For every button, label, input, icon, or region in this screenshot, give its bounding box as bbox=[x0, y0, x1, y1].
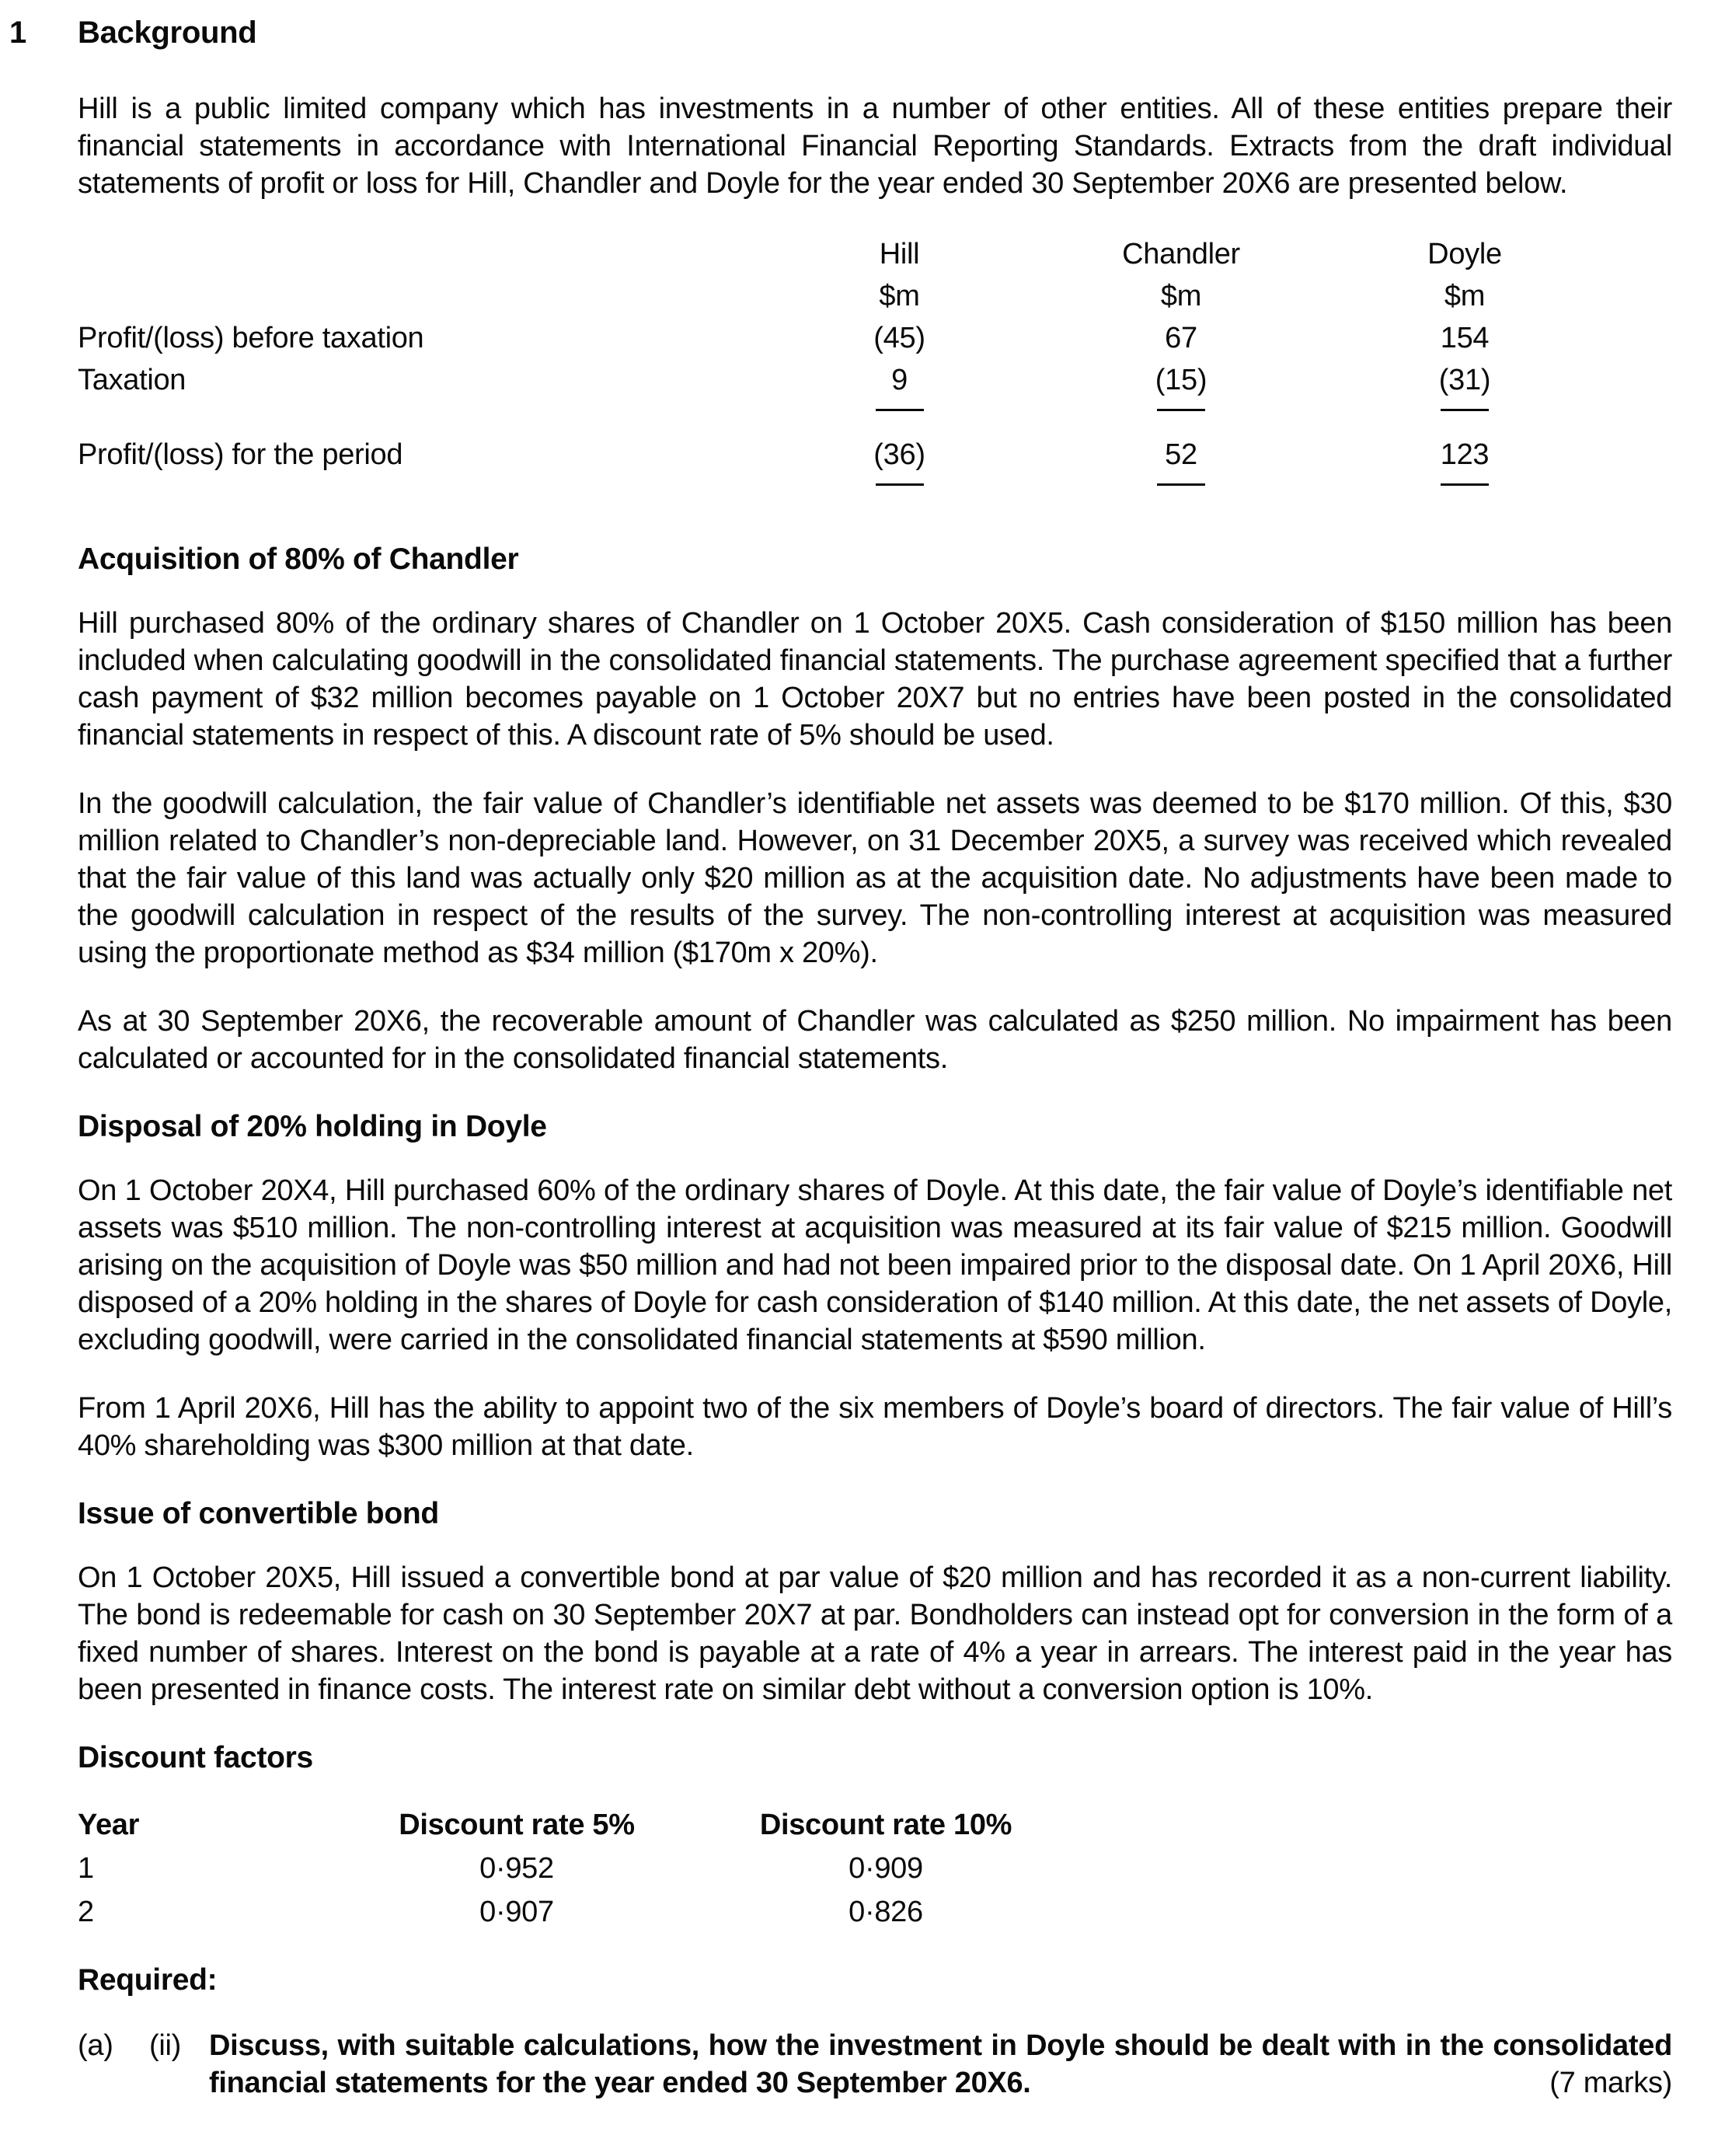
df-row-year-2 bbox=[78, 1890, 1672, 1934]
pl-col-gap bbox=[983, 476, 1026, 508]
question-header bbox=[9, 14, 1672, 51]
pl-value-hill: (36) bbox=[873, 438, 925, 471]
section-heading: Disposal of 20% holding in Doyle bbox=[78, 1110, 547, 1143]
pl-value-doyle: 123 bbox=[1440, 438, 1490, 471]
pl-rule-cell bbox=[816, 401, 983, 434]
df-rate10-value: 0·909 bbox=[849, 1852, 923, 1885]
section-heading: Acquisition of 80% of Chandler bbox=[78, 542, 519, 576]
pl-col-gap bbox=[983, 359, 1026, 401]
pl-unit-chandler: $m bbox=[1160, 280, 1202, 312]
df-col-header-year: Year bbox=[78, 1809, 140, 1841]
total-rule bbox=[876, 409, 924, 411]
pl-unit-doyle: $m bbox=[1444, 280, 1486, 312]
intro-paragraph: Hill is a public limited company which has investments in a number of other entities. All of these entities prepare their financial statements in accordance with International Financial Reporting Standards. Extracts from the draft individual statements of profit or loss for Hill, Chandler and Doyle for the year ended 30 September 20X6 are presented below. bbox=[78, 92, 1672, 200]
section-heading: Issue of convertible bond bbox=[78, 1497, 439, 1530]
total-rule bbox=[1441, 483, 1489, 486]
pl-value-chandler: (15) bbox=[1155, 364, 1207, 396]
required-heading: Required: bbox=[78, 1963, 218, 1997]
total-rule bbox=[876, 483, 924, 486]
pl-rule-spacer bbox=[78, 401, 816, 434]
df-row-year-1 bbox=[78, 1847, 1672, 1890]
requirement-subpart-label: (ii) bbox=[149, 2029, 181, 2062]
pl-row-label: Profit/(loss) before taxation bbox=[78, 322, 424, 354]
pl-row-profit-for-period bbox=[78, 434, 1672, 476]
pl-unit-row bbox=[78, 275, 1672, 317]
requirement-text-block bbox=[209, 2027, 1672, 2102]
pl-rule-cell bbox=[1336, 401, 1593, 434]
df-rate10-value: 0·826 bbox=[849, 1896, 923, 1928]
pl-unit-hill: $m bbox=[879, 280, 920, 312]
pl-value-chandler: 52 bbox=[1165, 438, 1197, 471]
section-discount-factors bbox=[78, 1739, 1672, 1934]
pl-value-doyle: (31) bbox=[1438, 364, 1491, 396]
pl-value-hill: 9 bbox=[891, 364, 908, 396]
df-rate5-value: 0·952 bbox=[479, 1852, 554, 1885]
discount-factors-heading: Discount factors bbox=[78, 1741, 313, 1774]
pl-rule-cell bbox=[816, 476, 983, 508]
df-col-header-rate5: Discount rate 5% bbox=[399, 1809, 635, 1841]
df-rate5-value: 0·907 bbox=[479, 1896, 554, 1928]
pl-row-taxation bbox=[78, 359, 1672, 401]
section-acquisition-of-chandler bbox=[78, 541, 1672, 1077]
paragraph: On 1 October 20X5, Hill issued a convertible bond at par value of $20 million and has recorded it as a non-current liability. The bond is redeemable for cash on 30 September 20X7 at par. Bondholders can instead opt for conversion in the form of a fixed number of shares. Interest on the bond is payable at a rate of 4% a year in arrears. The interest paid in the year has been presented in finance costs. The interest rate on similar debt without a conversion option is 10%. bbox=[78, 1561, 1672, 1706]
pl-col-header-doyle: Doyle bbox=[1427, 238, 1502, 270]
requirement-marks: (7 marks) bbox=[1549, 2067, 1672, 2099]
pl-col-header-hill: Hill bbox=[879, 238, 920, 270]
question-number: 1 bbox=[9, 16, 26, 50]
pl-total-rule-row bbox=[78, 476, 1672, 508]
paragraph: From 1 April 20X6, Hill has the ability to appoint two of the six members of Doyle’s board of directors. The fair value of Hill’s 40% shareholding was $300 million at that date. bbox=[78, 1392, 1672, 1462]
pl-unit-spacer bbox=[78, 275, 816, 317]
paragraph: In the goodwill calculation, the fair value of Chandler’s identifiable net assets was deemed to be $170 million. Of this, $30 million related to Chandler’s non-depreciable land. However, on 31 December 20X5, a survey was received which revealed that the fair value of this land was actually only $20 million as at the acquisition date. No adjustments have been made to the goodwill calculation in respect of the results of the survey. The non-controlling interest at acquisition was measured using the proportionate method as $34 million ($170m x 20%). bbox=[78, 787, 1672, 969]
pl-rule-spacer bbox=[78, 476, 816, 508]
pl-header-spacer bbox=[78, 233, 816, 275]
paragraph: On 1 October 20X4, Hill purchased 60% of the ordinary shares of Doyle. At this date, the fair value of Doyle’s identifiable net assets was $510 million. The non-controlling interest at acquisition was measured at its fair value of $215 million. Goodwill arising on the acquisition of Doyle was $50 million and had not been impaired prior to the disposal date. On 1 April 20X6, Hill disposed of a 20% holding in the shares of Doyle for cash consideration of $140 million. At this date, the net assets of Doyle, excluding goodwill, were carried in the consolidated financial statements at $590 million. bbox=[78, 1174, 1672, 1356]
total-rule bbox=[1157, 483, 1205, 486]
pl-rule-cell bbox=[1026, 401, 1336, 434]
df-col-gap bbox=[692, 1890, 730, 1934]
requirement-part-label: (a) bbox=[78, 2029, 113, 2062]
pl-header-row bbox=[78, 233, 1672, 275]
pl-col-gap bbox=[983, 317, 1026, 359]
total-rule bbox=[1157, 409, 1205, 411]
pl-rule-cell bbox=[1336, 476, 1593, 508]
df-header-row bbox=[78, 1803, 1672, 1847]
paragraph: As at 30 September 20X6, the recoverable amount of Chandler was calculated as $250 million. No impairment has been calculated or accounted for in the consolidated financial statements. bbox=[78, 1005, 1672, 1075]
profit-loss-table bbox=[78, 233, 1672, 508]
pl-value-chandler: 67 bbox=[1165, 322, 1197, 354]
df-col-gap bbox=[272, 1803, 342, 1847]
pl-subtotal-rule-row bbox=[78, 401, 1672, 434]
df-col-gap bbox=[272, 1847, 342, 1890]
pl-col-gap bbox=[983, 275, 1026, 317]
paragraph: Hill purchased 80% of the ordinary shares of Chandler on 1 October 20X5. Cash consideration of $150 million has been included when calculating goodwill in the consolidated financial statements. The purchase agreement specified that a further cash payment of $32 million becomes payable on 1 October 20X7 but no entries have been posted in the consolidated financial statements in respect of this. A discount rate of 5% should be used. bbox=[78, 607, 1672, 752]
pl-value-hill: (45) bbox=[873, 322, 925, 354]
pl-rule-cell bbox=[1026, 476, 1336, 508]
df-col-gap bbox=[692, 1803, 730, 1847]
requirement-text: Discuss, with suitable calculations, how the investment in Doyle should be dealt with in the consolidated financial statements for the year ended 30 September 20X6. bbox=[209, 2029, 1672, 2099]
pl-value-doyle: 154 bbox=[1440, 322, 1490, 354]
df-col-gap bbox=[272, 1890, 342, 1934]
discount-factors-table bbox=[78, 1803, 1672, 1934]
section-convertible-bond bbox=[78, 1495, 1672, 1708]
df-year: 2 bbox=[78, 1896, 94, 1928]
pl-col-header-chandler: Chandler bbox=[1122, 238, 1240, 270]
pl-row-label: Profit/(loss) for the period bbox=[78, 438, 403, 471]
df-year: 1 bbox=[78, 1852, 94, 1885]
df-col-header-rate10: Discount rate 10% bbox=[759, 1809, 1012, 1841]
section-disposal-of-doyle bbox=[78, 1108, 1672, 1464]
pl-col-gap bbox=[983, 434, 1026, 476]
pl-row-profit-before-tax bbox=[78, 317, 1672, 359]
total-rule bbox=[1441, 409, 1489, 411]
pl-col-gap bbox=[983, 233, 1026, 275]
pl-row-label: Taxation bbox=[78, 364, 186, 396]
question-title: Background bbox=[78, 16, 257, 50]
df-col-gap bbox=[692, 1847, 730, 1890]
section-required bbox=[78, 1962, 1672, 2102]
requirement-item bbox=[78, 2027, 1672, 2102]
pl-col-gap bbox=[983, 401, 1026, 434]
